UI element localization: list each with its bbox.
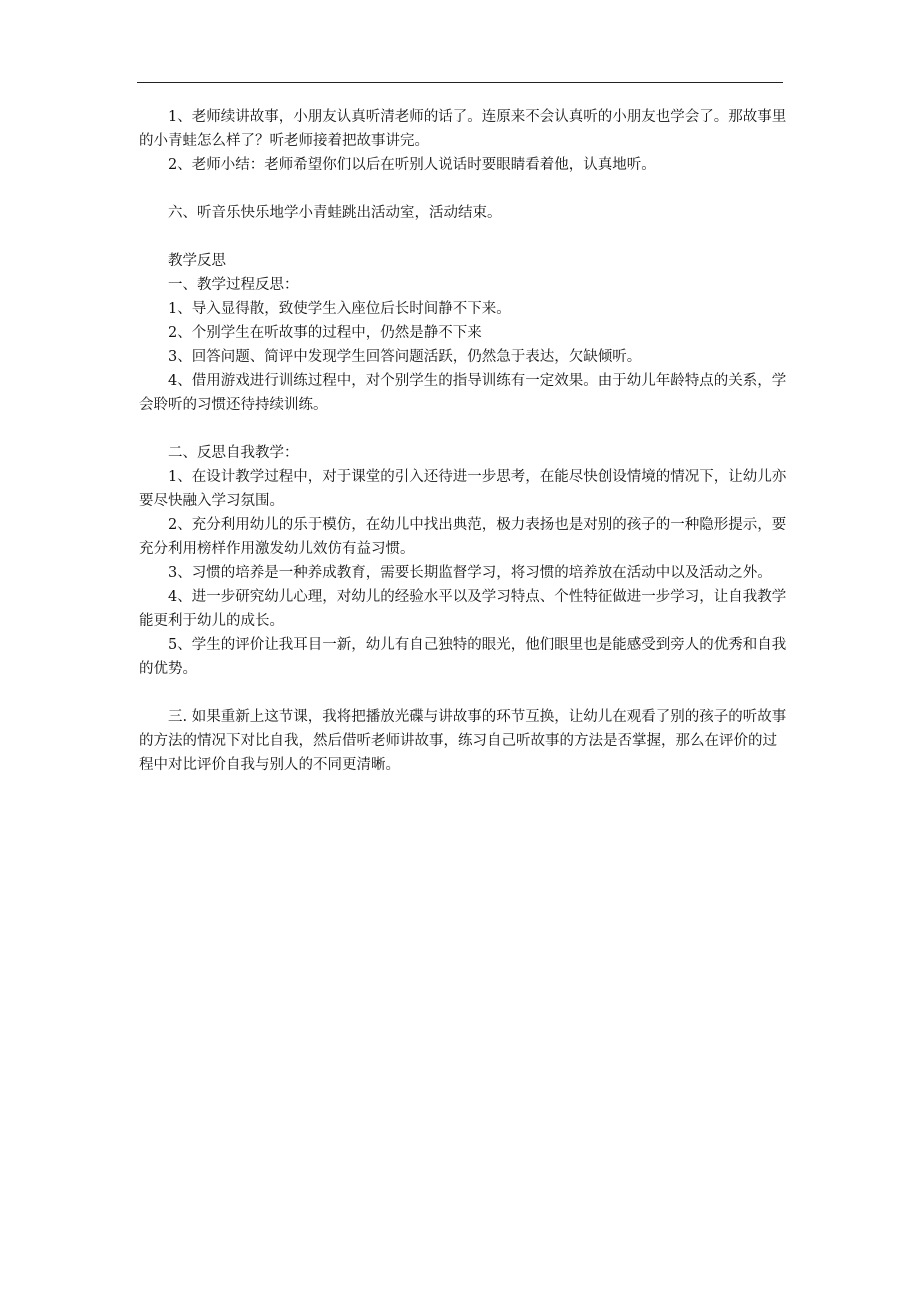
list-item-self-5: 5、学生的评价让我耳目一新，幼儿有自己独特的眼光，他们眼里也是能感受到旁人的优秀和自我的优势。 [139, 637, 787, 677]
paragraph-teacher-summary: 2、老师小结：老师希望你们以后在听别人说话时要眼睛看着他，认真地听。 [168, 157, 656, 173]
section-heading-process-reflection: 一、教学过程反思： [168, 277, 299, 293]
paragraph-story-continue: 1、老师续讲故事，小朋友认真听清老师的话了。连原来不会认真听的小朋友也学会了。那故事里的小青蛙怎么样了？听老师接着把故事讲完。 [139, 109, 787, 149]
section-heading-self-reflection: 二、反思自我教学： [168, 445, 299, 461]
list-item-process-4: 4、借用游戏进行训练过程中，对个别学生的指导训练有一定效果。由于幼儿年龄特点的关系，学会聆听的习惯还待持续训练。 [139, 373, 787, 413]
list-item-process-1: 1、导入显得散，致使学生入座位后长时间静不下来。 [168, 301, 511, 317]
paragraph-redo-lesson: 三. 如果重新上这节课，我将把播放光碟与讲故事的环节互换，让幼儿在观看了别的孩子的听故事的方法的情况下对比自我，然后借听老师讲故事，练习自己听故事的方法是否掌握，那么在评价的过程中对比评价自我与别人的不同更清晰。 [139, 709, 787, 773]
list-item-self-2: 2、充分利用幼儿的乐于模仿，在幼儿中找出典范，极力表扬也是对别的孩子的一种隐形提示，要充分利用榜样作用激发幼儿效仿有益习惯。 [139, 517, 787, 557]
list-item-self-1: 1、在设计教学过程中，对于课堂的引入还待进一步思考，在能尽快创设情境的情况下，让幼儿亦要尽快融入学习氛围。 [139, 469, 787, 509]
paragraph-activity-end: 六、听音乐快乐地学小青蛙跳出活动室，活动结束。 [168, 205, 502, 221]
list-item-self-3: 3、习惯的培养是一种养成教育，需要长期监督学习，将习惯的培养放在活动中以及活动之外。 [168, 565, 772, 581]
list-item-process-3: 3、回答问题、简评中发现学生回答问题活跃，仍然急于表达，欠缺倾听。 [168, 349, 642, 365]
header-rule [137, 82, 783, 83]
list-item-process-2: 2、个别学生在听故事的过程中，仍然是静不下来 [168, 325, 482, 341]
list-item-self-4: 4、进一步研究幼儿心理，对幼儿的经验水平以及学习特点、个性特征做进一步学习，让自我教学能更利于幼儿的成长。 [139, 589, 787, 629]
section-heading-reflection: 教学反思 [168, 253, 226, 269]
document-body [139, 105, 787, 777]
